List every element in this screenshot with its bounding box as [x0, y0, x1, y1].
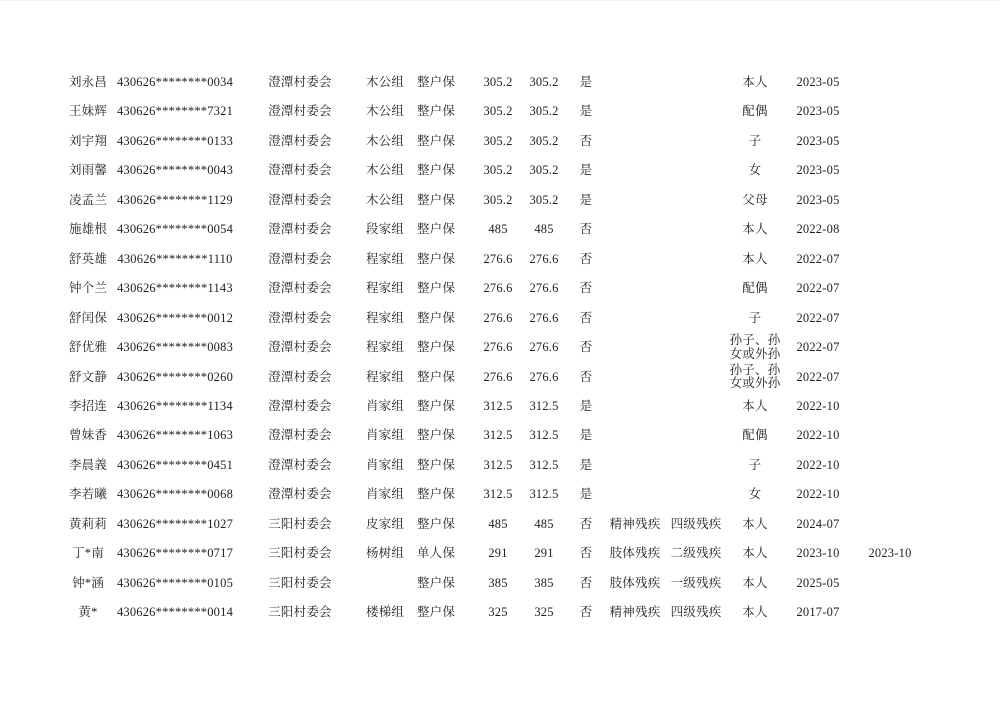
- table-row: [0, 540, 1000, 569]
- disability-type-cell: 精神残疾: [609, 516, 661, 531]
- household-flag-cell: 否: [579, 222, 593, 237]
- disability-level-cell: 四级残疾: [670, 516, 722, 531]
- amount2-cell: 325: [534, 605, 554, 620]
- amount2-cell: 305.2: [529, 163, 559, 178]
- household-flag-cell: 否: [579, 281, 593, 296]
- date-cell: 2022-07: [796, 340, 840, 355]
- amount2-cell: 485: [534, 516, 554, 531]
- relation-cell: 女: [748, 487, 762, 502]
- date-cell: 2023-05: [796, 163, 840, 178]
- relation-cell: 父母: [742, 192, 768, 207]
- date-cell: 2023-05: [796, 192, 840, 207]
- date-cell: 2025-05: [796, 575, 840, 590]
- insure-type-cell: 整户保: [416, 222, 456, 237]
- insure-type-cell: 整户保: [416, 428, 456, 443]
- name-cell: 凌孟兰: [68, 192, 108, 207]
- disability-level-cell: 一级残疾: [670, 575, 722, 590]
- id-number-cell: 430626********1027: [116, 516, 234, 531]
- name-cell: 施雄根: [68, 222, 108, 237]
- village-cell: 澄潭村委会: [268, 310, 332, 325]
- amount1-cell: 312.5: [483, 487, 513, 502]
- household-flag-cell: 否: [579, 369, 593, 384]
- group-cell: 木公组: [365, 134, 405, 149]
- household-flag-cell: 否: [579, 310, 593, 325]
- id-number-cell: 430626********0717: [116, 546, 234, 561]
- group-cell: 木公组: [365, 75, 405, 90]
- relation-cell: 配偶: [742, 104, 768, 119]
- village-cell: 澄潭村委会: [268, 428, 332, 443]
- village-cell: 澄潭村委会: [268, 340, 332, 355]
- amount1-cell: 291: [488, 546, 508, 561]
- id-number-cell: 430626********0034: [116, 75, 234, 90]
- id-number-cell: 430626********0043: [116, 163, 234, 178]
- insure-type-cell: 整户保: [416, 487, 456, 502]
- village-cell: 澄潭村委会: [268, 192, 332, 207]
- id-number-cell: 430626********0068: [116, 487, 234, 502]
- insure-type-cell: 整户保: [416, 516, 456, 531]
- name-cell: 丁*南: [72, 546, 104, 561]
- household-flag-cell: 否: [579, 134, 593, 149]
- records-table: [0, 1, 1000, 706]
- amount2-cell: 305.2: [529, 104, 559, 119]
- date-cell: 2022-10: [796, 399, 840, 414]
- amount1-cell: 305.2: [483, 134, 513, 149]
- household-flag-cell: 否: [579, 340, 593, 355]
- relation-cell: 本人: [742, 222, 768, 237]
- insure-type-cell: 整户保: [416, 163, 456, 178]
- household-flag-cell: 是: [579, 399, 593, 414]
- amount1-cell: 312.5: [483, 457, 513, 472]
- date-cell: 2022-07: [796, 310, 840, 325]
- id-number-cell: 430626********0451: [116, 457, 234, 472]
- date-cell: 2023-05: [796, 75, 840, 90]
- amount1-cell: 276.6: [483, 281, 513, 296]
- table-row: [0, 481, 1000, 510]
- household-flag-cell: 否: [579, 575, 593, 590]
- date-cell: 2022-07: [796, 281, 840, 296]
- name-cell: 刘宇翔: [68, 134, 108, 149]
- village-cell: 三阳村委会: [268, 516, 332, 531]
- name-cell: 钟*涵: [72, 575, 104, 590]
- group-cell: 肖家组: [365, 487, 405, 502]
- relation-cell: 本人: [742, 251, 768, 266]
- table-row: [0, 127, 1000, 156]
- amount2-cell: 485: [534, 222, 554, 237]
- insure-type-cell: 整户保: [416, 310, 456, 325]
- amount2-cell: 276.6: [529, 340, 559, 355]
- id-number-cell: 430626********0014: [116, 605, 234, 620]
- table-row: [0, 216, 1000, 245]
- date-cell: 2022-10: [796, 457, 840, 472]
- disability-level-cell: 四级残疾: [670, 605, 722, 620]
- amount2-cell: 312.5: [529, 428, 559, 443]
- relation-cell: 本人: [742, 605, 768, 620]
- relation-cell: 本人: [742, 516, 768, 531]
- insure-type-cell: 单人保: [416, 546, 456, 561]
- amount2-cell: 312.5: [529, 487, 559, 502]
- insure-type-cell: 整户保: [416, 369, 456, 384]
- amount1-cell: 312.5: [483, 399, 513, 414]
- household-flag-cell: 是: [579, 192, 593, 207]
- name-cell: 李晨義: [68, 457, 108, 472]
- table-row: [0, 598, 1000, 627]
- village-cell: 澄潭村委会: [268, 369, 332, 384]
- household-flag-cell: 否: [579, 546, 593, 561]
- amount2-cell: 312.5: [529, 399, 559, 414]
- household-flag-cell: 是: [579, 457, 593, 472]
- table-row: [0, 422, 1000, 451]
- extra-date-cell: 2023-10: [868, 546, 912, 561]
- household-flag-cell: 是: [579, 428, 593, 443]
- amount2-cell: 312.5: [529, 457, 559, 472]
- table-row: [0, 304, 1000, 333]
- amount2-cell: 305.2: [529, 192, 559, 207]
- amount1-cell: 305.2: [483, 192, 513, 207]
- table-row: [0, 274, 1000, 303]
- id-number-cell: 430626********0260: [116, 369, 234, 384]
- relation-cell: 本人: [742, 75, 768, 90]
- amount2-cell: 276.6: [529, 369, 559, 384]
- name-cell: 舒闰保: [68, 310, 108, 325]
- village-cell: 澄潭村委会: [268, 251, 332, 266]
- name-cell: 李若曦: [68, 487, 108, 502]
- household-flag-cell: 是: [579, 104, 593, 119]
- table-row: [0, 157, 1000, 186]
- amount1-cell: 485: [488, 516, 508, 531]
- village-cell: 澄潭村委会: [268, 104, 332, 119]
- amount1-cell: 276.6: [483, 310, 513, 325]
- village-cell: 澄潭村委会: [268, 134, 332, 149]
- household-flag-cell: 是: [579, 75, 593, 90]
- amount2-cell: 276.6: [529, 281, 559, 296]
- group-cell: 木公组: [365, 192, 405, 207]
- date-cell: 2023-10: [796, 546, 840, 561]
- id-number-cell: 430626********0054: [116, 222, 234, 237]
- table-row: [0, 569, 1000, 598]
- group-cell: 肖家组: [365, 457, 405, 472]
- table-row: [0, 363, 1000, 392]
- group-cell: 皮家组: [365, 516, 405, 531]
- disability-type-cell: 肢体残疾: [609, 575, 661, 590]
- insure-type-cell: 整户保: [416, 251, 456, 266]
- name-cell: 王妹辉: [68, 104, 108, 119]
- amount1-cell: 485: [488, 222, 508, 237]
- relation-cell: 配偶: [742, 281, 768, 296]
- table-row: [0, 510, 1000, 539]
- insure-type-cell: 整户保: [416, 192, 456, 207]
- relation-cell: 配偶: [742, 428, 768, 443]
- id-number-cell: 430626********0105: [116, 575, 234, 590]
- amount1-cell: 305.2: [483, 163, 513, 178]
- group-cell: 楼梯组: [365, 605, 405, 620]
- amount1-cell: 276.6: [483, 369, 513, 384]
- insure-type-cell: 整户保: [416, 457, 456, 472]
- household-flag-cell: 是: [579, 487, 593, 502]
- date-cell: 2022-07: [796, 251, 840, 266]
- name-cell: 刘永昌: [68, 75, 108, 90]
- amount1-cell: 325: [488, 605, 508, 620]
- village-cell: 三阳村委会: [268, 546, 332, 561]
- name-cell: 钟个兰: [68, 281, 108, 296]
- group-cell: 杨树组: [365, 546, 405, 561]
- date-cell: 2022-07: [796, 369, 840, 384]
- household-flag-cell: 否: [579, 605, 593, 620]
- date-cell: 2022-08: [796, 222, 840, 237]
- amount1-cell: 276.6: [483, 251, 513, 266]
- group-cell: 程家组: [365, 310, 405, 325]
- name-cell: 李招连: [68, 399, 108, 414]
- table-row: [0, 68, 1000, 97]
- insure-type-cell: 整户保: [416, 281, 456, 296]
- insure-type-cell: 整户保: [416, 605, 456, 620]
- id-number-cell: 430626********0083: [116, 340, 234, 355]
- id-number-cell: 430626********7321: [116, 104, 234, 119]
- amount2-cell: 276.6: [529, 310, 559, 325]
- group-cell: 木公组: [365, 163, 405, 178]
- village-cell: 澄潭村委会: [268, 222, 332, 237]
- date-cell: 2024-07: [796, 516, 840, 531]
- village-cell: 澄潭村委会: [268, 75, 332, 90]
- name-cell: 黄*: [78, 605, 98, 620]
- table-row: [0, 392, 1000, 421]
- name-cell: 舒文静: [68, 369, 108, 384]
- relation-cell: 本人: [742, 575, 768, 590]
- disability-level-cell: 二级残疾: [670, 546, 722, 561]
- id-number-cell: 430626********0012: [116, 310, 234, 325]
- group-cell: 程家组: [365, 281, 405, 296]
- village-cell: 澄潭村委会: [268, 163, 332, 178]
- insure-type-cell: 整户保: [416, 75, 456, 90]
- id-number-cell: 430626********1134: [117, 399, 233, 414]
- relation-cell: 女: [748, 163, 762, 178]
- name-cell: 舒英雄: [68, 251, 108, 266]
- disability-type-cell: 精神残疾: [609, 605, 661, 620]
- relation-cell: 孙子、孙女或外孙: [729, 333, 781, 362]
- amount1-cell: 305.2: [483, 104, 513, 119]
- date-cell: 2023-05: [796, 134, 840, 149]
- amount2-cell: 385: [534, 575, 554, 590]
- insure-type-cell: 整户保: [416, 575, 456, 590]
- id-number-cell: 430626********1143: [117, 281, 233, 296]
- table-row: [0, 98, 1000, 127]
- household-flag-cell: 否: [579, 516, 593, 531]
- name-cell: 舒优雅: [68, 340, 108, 355]
- relation-cell: 本人: [742, 546, 768, 561]
- amount1-cell: 312.5: [483, 428, 513, 443]
- table-row: [0, 451, 1000, 480]
- group-cell: 肖家组: [365, 428, 405, 443]
- date-cell: 2022-10: [796, 428, 840, 443]
- id-number-cell: 430626********0133: [116, 134, 234, 149]
- amount1-cell: 276.6: [483, 340, 513, 355]
- id-number-cell: 430626********1110: [117, 251, 233, 266]
- village-cell: 澄潭村委会: [268, 399, 332, 414]
- group-cell: 程家组: [365, 251, 405, 266]
- date-cell: 2022-10: [796, 487, 840, 502]
- date-cell: 2023-05: [796, 104, 840, 119]
- household-flag-cell: 否: [579, 251, 593, 266]
- insure-type-cell: 整户保: [416, 399, 456, 414]
- relation-cell: 孙子、孙女或外孙: [729, 362, 781, 391]
- relation-cell: 子: [748, 457, 762, 472]
- village-cell: 澄潭村委会: [268, 457, 332, 472]
- insure-type-cell: 整户保: [416, 340, 456, 355]
- group-cell: 程家组: [365, 340, 405, 355]
- date-cell: 2017-07: [796, 605, 840, 620]
- table-row: [0, 186, 1000, 215]
- name-cell: 黄莉莉: [68, 516, 108, 531]
- amount2-cell: 305.2: [529, 75, 559, 90]
- amount2-cell: 305.2: [529, 134, 559, 149]
- table-row: [0, 245, 1000, 274]
- relation-cell: 本人: [742, 399, 768, 414]
- name-cell: 曾妹香: [68, 428, 108, 443]
- relation-cell: 子: [748, 310, 762, 325]
- group-cell: 程家组: [365, 369, 405, 384]
- id-number-cell: 430626********1129: [117, 192, 233, 207]
- amount1-cell: 305.2: [483, 75, 513, 90]
- insure-type-cell: 整户保: [416, 104, 456, 119]
- relation-cell: 子: [748, 134, 762, 149]
- insure-type-cell: 整户保: [416, 134, 456, 149]
- group-cell: 段家组: [365, 222, 405, 237]
- disability-type-cell: 肢体残疾: [609, 546, 661, 561]
- table-row: [0, 333, 1000, 362]
- group-cell: 木公组: [365, 104, 405, 119]
- household-flag-cell: 是: [579, 163, 593, 178]
- village-cell: 澄潭村委会: [268, 487, 332, 502]
- name-cell: 刘雨馨: [68, 163, 108, 178]
- village-cell: 三阳村委会: [268, 575, 332, 590]
- village-cell: 澄潭村委会: [268, 281, 332, 296]
- amount1-cell: 385: [488, 575, 508, 590]
- id-number-cell: 430626********1063: [116, 428, 234, 443]
- group-cell: 肖家组: [365, 399, 405, 414]
- village-cell: 三阳村委会: [268, 605, 332, 620]
- amount2-cell: 276.6: [529, 251, 559, 266]
- amount2-cell: 291: [534, 546, 554, 561]
